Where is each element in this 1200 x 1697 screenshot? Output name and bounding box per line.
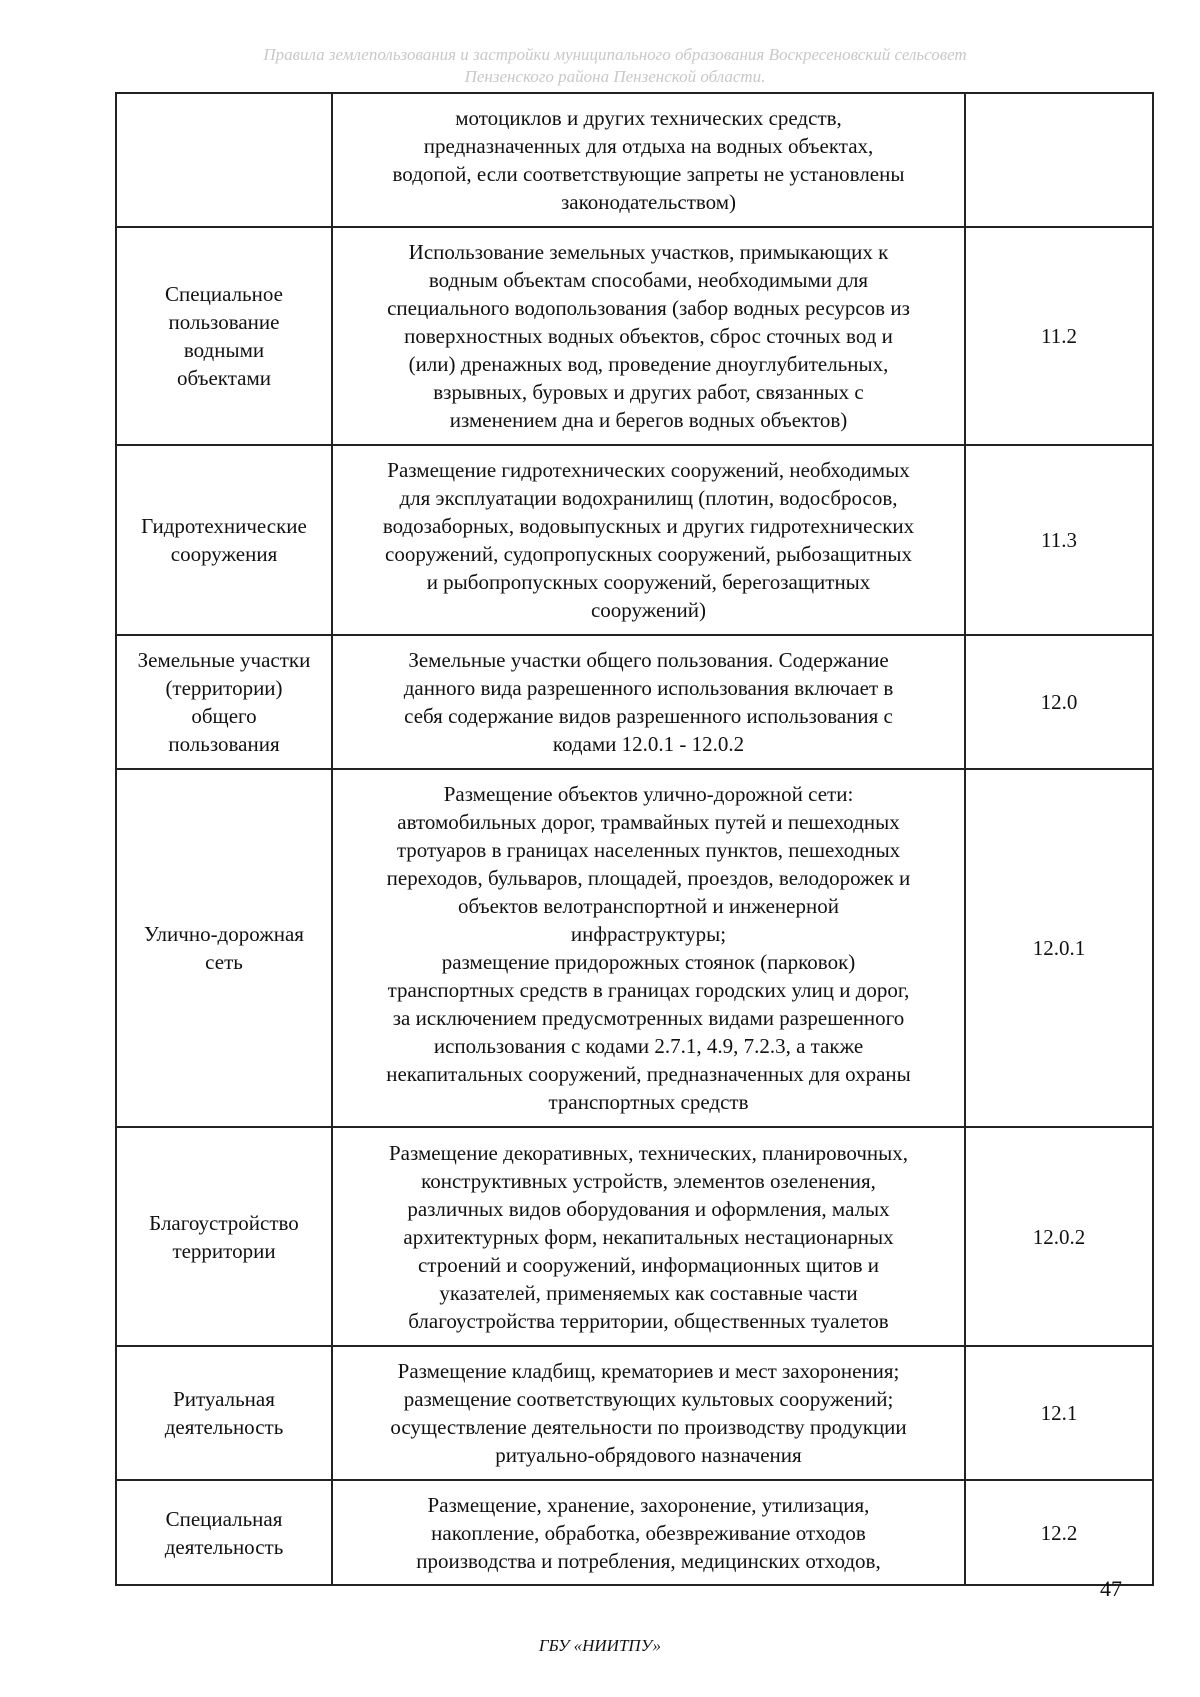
use-type-description: Использование земельных участков, примыкающих к водным объектам способами, необходимыми для специального водопользования (забор водных ресурсов из поверхностных водных объектов, сброс сточных вод и (или) дренажных вод, проведение дноуглубительных, взрывных, буровых и других работ, связанных с изменением дна и берегов водных объектов) (332, 227, 965, 445)
table-row (116, 93, 1153, 227)
use-type-description: Размещение декоративных, технических, планировочных, конструктивных устройств, элементов озеленения, различных видов оборудования и оформления, малых архитектурных форм, некапитальных нестационарных строений и сооружений, информационных щитов и указателей, применяемых как составные части благоустройства территории, общественных туалетов (332, 1127, 965, 1346)
use-type-code: 12.0.2 (965, 1127, 1153, 1346)
use-type-description: Размещение гидротехнических сооружений, необходимых для эксплуатации водохранилищ (плотин, водосбросов, водозаборных, водовыпускных и других гидротехнических сооружений, судопропускных сооружений, рыбозащитных и рыбопропускных сооружений, берегозащитных сооружений) (332, 445, 965, 635)
use-type-code: 12.0 (965, 635, 1153, 769)
table-row (116, 1480, 1153, 1585)
use-type-description: Земельные участки общего пользования. Содержание данного вида разрешенного использования включает в себя содержание видов разрешенного использования с кодами 12.0.1 - 12.0.2 (332, 635, 965, 769)
use-type-name: Улично-дорожная сеть (116, 769, 332, 1127)
use-type-name: Специальная деятельность (116, 1480, 332, 1585)
table-row (116, 1346, 1153, 1480)
use-type-description: Размещение, хранение, захоронение, утилизация, накопление, обработка, обезвреживание отходов производства и потребления, медицинских отходов, (332, 1480, 965, 1585)
running-header (150, 44, 1080, 88)
running-header-line-2: Пензенского района Пензенской области. (464, 67, 766, 86)
use-type-code: 12.1 (965, 1346, 1153, 1480)
use-type-code (965, 93, 1153, 227)
use-type-code: 11.2 (965, 227, 1153, 445)
land-use-table (115, 92, 1154, 1586)
running-header-line-1: Правила землепользования и застройки муниципального образования Воскресеновский сельсовет (263, 45, 967, 64)
use-type-name: Земельные участки (территории) общего пользования (116, 635, 332, 769)
table-row (116, 445, 1153, 635)
use-type-name: Ритуальная деятельность (116, 1346, 332, 1480)
table-row (116, 1127, 1153, 1346)
use-type-name: Гидротехнические сооружения (116, 445, 332, 635)
use-type-description: Размещение кладбищ, крематориев и мест захоронения; размещение соответствующих культовых сооружений; осуществление деятельности по производству продукции ритуально-обрядового назначения (332, 1346, 965, 1480)
table-row (116, 635, 1153, 769)
table-row (116, 227, 1153, 445)
use-type-name: Специальное пользование водными объектами (116, 227, 332, 445)
use-type-name: Благоустройство территории (116, 1127, 332, 1346)
use-type-description: Размещение объектов улично-дорожной сети: автомобильных дорог, трамвайных путей и пешеходных тротуаров в границах населенных пунктов, пешеходных переходов, бульваров, площадей, проездов, велодорожек и объектов велотранспортной и инженерной инфраструктуры; размещение придорожных стоянок (парковок) транспортных средств в границах городских улиц и дорог, за исключением предусмотренных видами разрешенного использования с кодами 2.7.1, 4.9, 7.2.3, а также некапитальных сооружений, предназначенных для охраны транспортных средств (332, 769, 965, 1127)
use-type-code: 11.3 (965, 445, 1153, 635)
table-row (116, 769, 1153, 1127)
use-type-code: 12.2 (965, 1480, 1153, 1585)
use-type-code: 12.0.1 (965, 769, 1153, 1127)
use-type-name (116, 93, 332, 227)
footer-organization: ГБУ «НИИТПУ» (538, 1636, 662, 1655)
page-number: 47 (1100, 1576, 1122, 1601)
use-type-description: мотоциклов и других технических средств, предназначенных для отдыха на водных объектах, водопой, если соответствующие запреты не установлены законодательством) (332, 93, 965, 227)
